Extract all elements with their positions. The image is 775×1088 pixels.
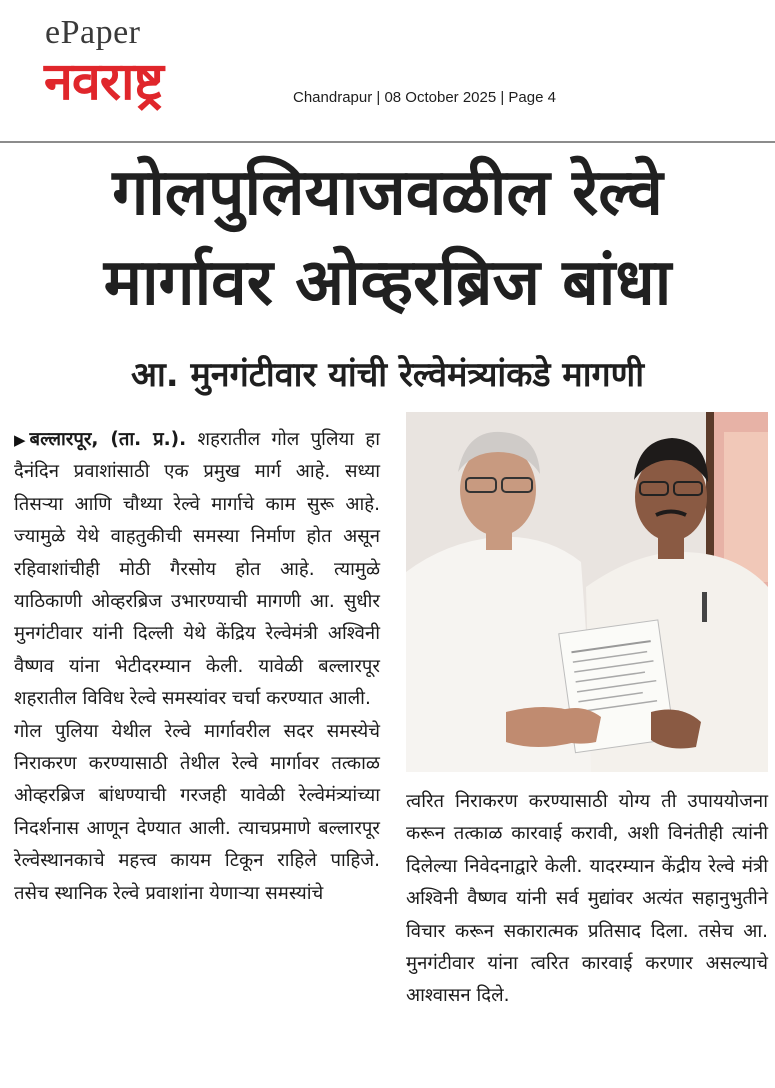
article-paragraph-3: त्वरित निराकरण करण्यासाठी योग्य ती उपाययोजना करून तत्काळ कारवाई करावी, अशी विनंतीही त्यांनी दिलेल्या निवेदनाद्वारे केली. यादरम्यान केंद्रीय रेल्वे मंत्री अश्विनी वैष्णव यांनी सर्व मुद्यांवर अत्यंत सहानुभुतीने विचार करून सकारात्मक प्रतिसाद दिला. तसेच आ. मुनगंटीवार यांना त्वरित कारवाई करणार असल्याचे आश्वासन दिले. [406,791,768,1007]
article-column-2 [406,786,768,1013]
newspaper-logo: नवराष्ट्र [44,52,163,112]
masthead [0,0,775,142]
headline-line-1: गोलपुलियाजवळील रेल्वे [112,156,663,230]
article-paragraph-2: गोल पुलिया येथील रेल्वे मार्गावरील सदर समस्येचे निराकरण करण्यासाठी तेथील रेल्वे मार्गावर तत्काळ ओव्हरब्रिज बांधण्याची गरजही यावेळी रेल्वेमंत्र्यांच्या निदर्शनास आणून देण्यात आली. त्याचप्रमाणे बल्लारपूर रेल्वेस्थानकाचे महत्त्व कायम टिकून राहिले पाहिजे. तसेच स्थानिक रेल्वे प्रवाशांना येणाऱ्या समस्यांचे [14,720,380,904]
article-dateline: बल्लारपूर, (ता. प्र.). [29,429,187,450]
subheadline: आ. मुनगंटीवार यांची रेल्वेमंत्र्यांकडे मागणी [130,355,645,395]
triangle-marker-icon: ▶ [14,431,26,449]
masthead-divider [0,141,775,143]
edition-dateline: Chandrapur | 08 October 2025 | Page 4 [293,89,556,106]
paragraph-1-text: शहरातील गोल पुलिया हा दैनंदिन प्रवाशांसाठी एक प्रमुख मार्ग आहे. सध्या तिसऱ्या आणि चौथ्या रेल्वे मार्गाचे काम सुरू आहे. ज्यामुळे येथे वाहतुकीची समस्या निर्माण होत असून रहिवाशांचीही मोठी गैरसोय होत आहे. त्यामुळे याठिकाणी ओव्हरब्रिज उभारण्याची मागणी आ. सुधीर मुनगंटीवार यांनी दिल्ली येथे केंद्रिय रेल्वेमंत्री अश्विनी वैष्णव यांना भेटीदरम्यान केली. यावेळी बल्लारपूर शहरातील विविध रेल्वे समस्यांवर चर्चा करण्यात आली. [14,429,381,710]
article-paragraph-1 [14,424,380,716]
headline-line-2: मार्गावर ओव्हरब्रिज बांधा [103,246,672,320]
epaper-label: ePaper [45,14,141,51]
news-photo [406,412,768,772]
photo-illustration [406,412,768,772]
article-column-1 [14,424,380,910]
